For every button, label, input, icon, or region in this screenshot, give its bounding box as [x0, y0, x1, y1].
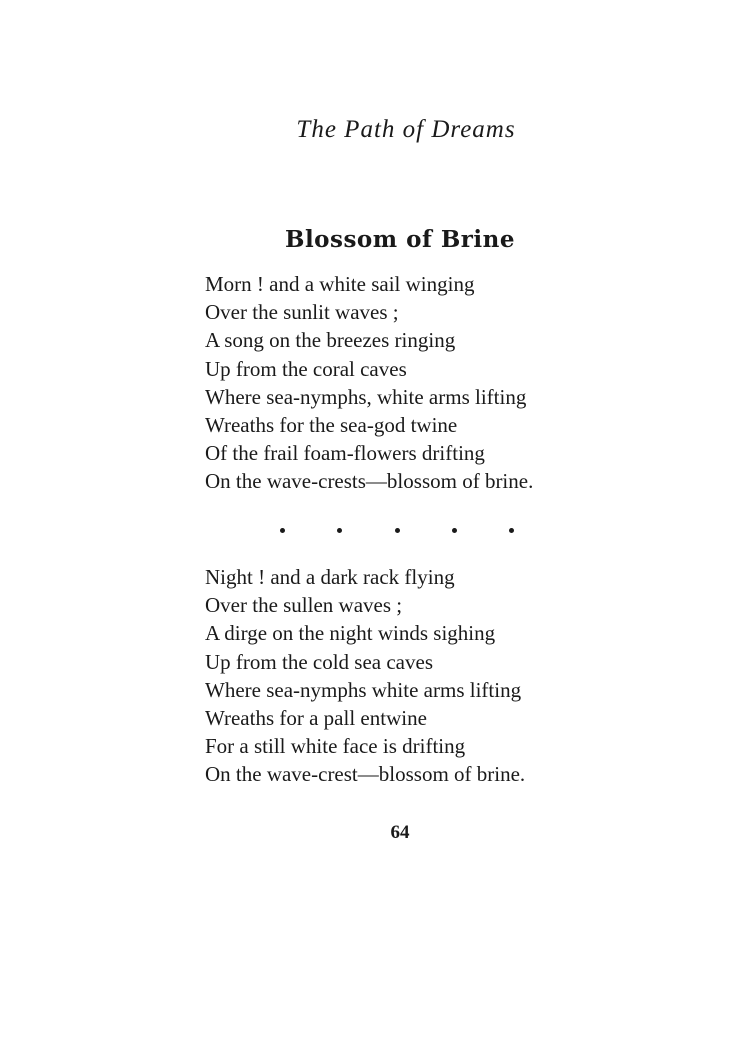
- poem-line: Over the sullen waves ;: [205, 593, 403, 618]
- poem-line: On the wave-crest—blossom of brine.: [205, 762, 526, 787]
- break-dot: [280, 528, 285, 533]
- poem-line: For a still white face is drifting: [205, 734, 466, 759]
- poem-line: Wreaths for a pall entwine: [205, 705, 427, 730]
- poem-line: A song on the breezes ringing: [205, 328, 456, 353]
- poem-line: On the wave-crests—blossom of brine.: [205, 469, 534, 494]
- poem-line: A dirge on the night winds sighing: [205, 621, 496, 646]
- stanza-2: [205, 563, 525, 789]
- poem-line: Wreaths for the sea-god twine: [205, 412, 458, 437]
- break-dot: [395, 528, 400, 533]
- poem-line: Where sea-nymphs, white arms lifting: [205, 384, 527, 409]
- break-dot: [509, 528, 514, 533]
- poem-line: Morn ! and a white sail winging: [205, 272, 475, 296]
- page-number: 64: [390, 822, 410, 843]
- poem-line: Of the frail foam-flowers drifting: [205, 441, 485, 466]
- break-dot: [452, 528, 457, 533]
- section-break-dots: [280, 522, 530, 542]
- break-dot: [337, 528, 342, 533]
- stanza-1: [205, 270, 533, 496]
- poem-title: Blossom of Brine: [285, 226, 515, 253]
- running-head: The Path of Dreams: [296, 116, 516, 143]
- poem-line: Up from the cold sea caves: [205, 649, 433, 674]
- poem-line: Night ! and a dark rack flying: [205, 565, 455, 589]
- poem-line: Where sea-nymphs white arms lifting: [205, 677, 522, 702]
- poem-line: Up from the coral caves: [205, 356, 407, 381]
- poem-line: Over the sunlit waves ;: [205, 300, 399, 325]
